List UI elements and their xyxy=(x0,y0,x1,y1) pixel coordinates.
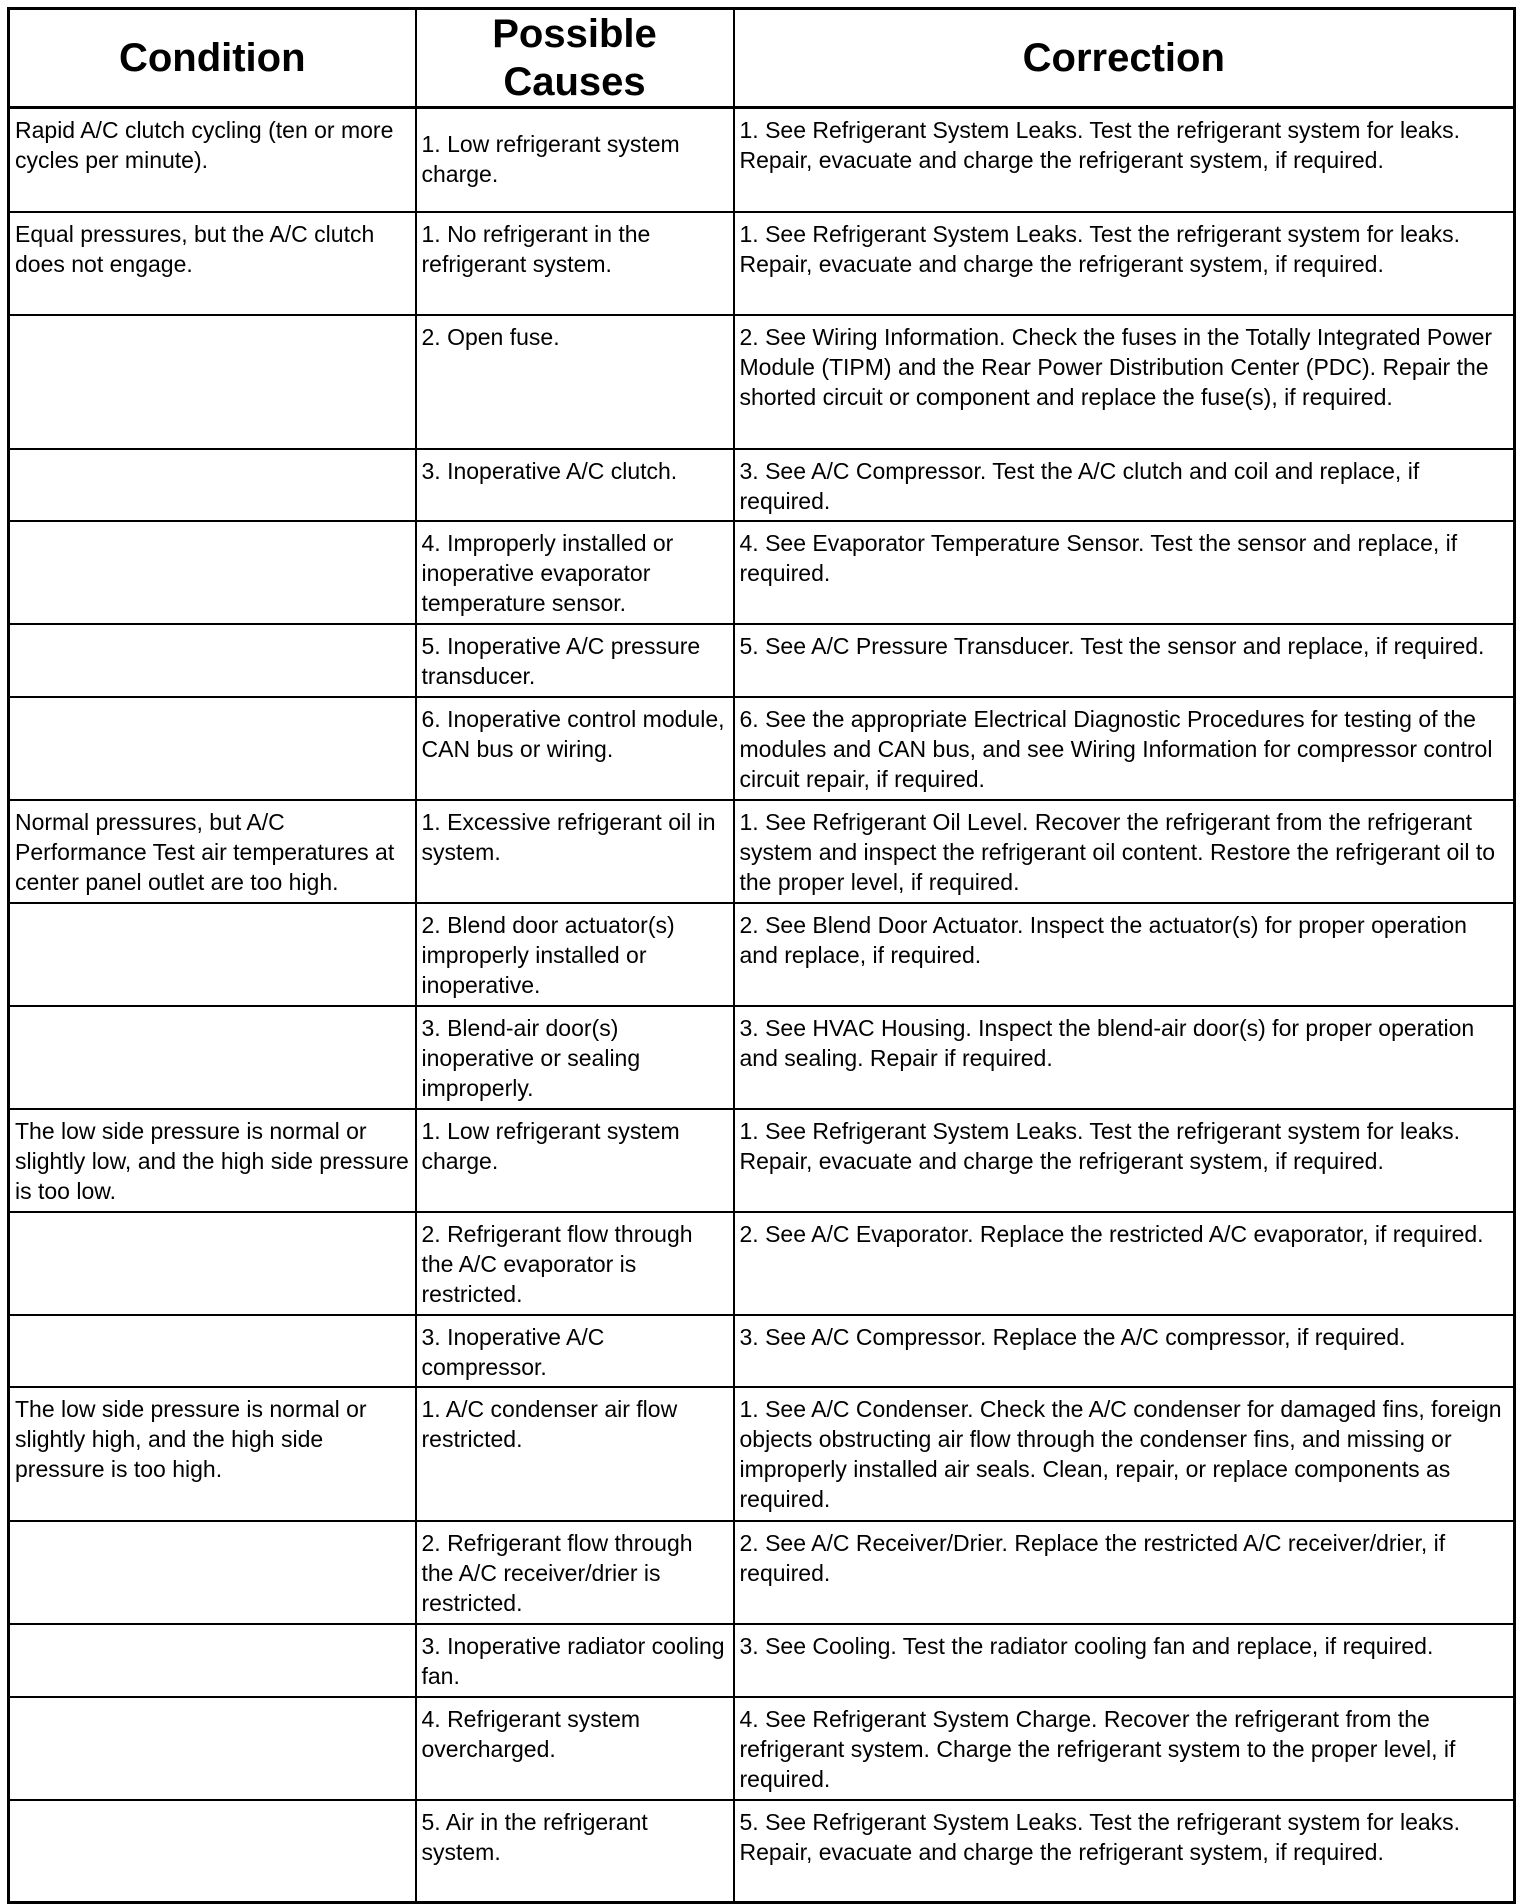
table-row xyxy=(9,1387,1515,1521)
condition-cell xyxy=(9,697,416,800)
condition-cell xyxy=(9,1315,416,1387)
cause-cell: 3. Inoperative A/C clutch. xyxy=(416,449,734,521)
condition-cell xyxy=(9,1697,416,1800)
cause-cell: 1. Excessive refrigerant oil in system. xyxy=(416,800,734,903)
correction-cell: 2. See Wiring Information. Check the fuses in the Totally Integrated Power Module (TIPM) and the Rear Power Distribution Center (PDC). Repair the shorted circuit or component and replace the fuse(s), if required. xyxy=(734,315,1515,449)
correction-cell: 1. See Refrigerant System Leaks. Test the refrigerant system for leaks. Repair, evacuate and charge the refrigerant system, if required. xyxy=(734,212,1515,315)
condition-cell: Normal pressures, but A/C Performance Test air temperatures at center panel outlet are too high. xyxy=(9,800,416,903)
correction-cell: 3. See A/C Compressor. Test the A/C clutch and coil and replace, if required. xyxy=(734,449,1515,521)
table-row xyxy=(9,108,1515,212)
correction-cell: 1. See A/C Condenser. Check the A/C condenser for damaged fins, foreign objects obstructing air flow through the condenser fins, and missing or improperly installed air seals. Clean, repair, or replace components as required. xyxy=(734,1387,1515,1521)
table-row xyxy=(9,521,1515,624)
cause-cell: 4. Refrigerant system overcharged. xyxy=(416,1697,734,1800)
condition-cell xyxy=(9,1212,416,1315)
header-possible-causes: Possible Causes xyxy=(416,9,734,108)
table-row xyxy=(9,624,1515,697)
correction-cell: 1. See Refrigerant System Leaks. Test the refrigerant system for leaks. Repair, evacuate and charge the refrigerant system, if required. xyxy=(734,1109,1515,1212)
table-row xyxy=(9,1315,1515,1387)
cause-cell: 1. Low refrigerant system charge. xyxy=(416,1109,734,1212)
table-row xyxy=(9,449,1515,521)
cause-cell: 2. Refrigerant flow through the A/C receiver/drier is restricted. xyxy=(416,1521,734,1624)
table-row xyxy=(9,1800,1515,1903)
header-condition: Condition xyxy=(9,9,416,108)
correction-cell: 2. See Blend Door Actuator. Inspect the actuator(s) for proper operation and replace, if required. xyxy=(734,903,1515,1006)
cause-cell: 2. Open fuse. xyxy=(416,315,734,449)
cause-cell: 2. Blend door actuator(s) improperly installed or inoperative. xyxy=(416,903,734,1006)
table-row xyxy=(9,1109,1515,1212)
correction-cell: 1. See Refrigerant System Leaks. Test the refrigerant system for leaks. Repair, evacuate and charge the refrigerant system, if required. xyxy=(734,108,1515,212)
table-row xyxy=(9,212,1515,315)
cause-cell: 1. No refrigerant in the refrigerant system. xyxy=(416,212,734,315)
condition-cell xyxy=(9,1624,416,1697)
cause-cell: 3. Blend-air door(s) inoperative or sealing improperly. xyxy=(416,1006,734,1109)
cause-cell: 1. Low refrigerant system charge. xyxy=(416,108,734,212)
condition-cell xyxy=(9,903,416,1006)
cause-cell: 3. Inoperative radiator cooling fan. xyxy=(416,1624,734,1697)
cause-cell: 5. Air in the refrigerant system. xyxy=(416,1800,734,1903)
correction-cell: 2. See A/C Receiver/Drier. Replace the restricted A/C receiver/drier, if required. xyxy=(734,1521,1515,1624)
cause-cell: 6. Inoperative control module, CAN bus or wiring. xyxy=(416,697,734,800)
condition-cell xyxy=(9,521,416,624)
condition-cell xyxy=(9,1006,416,1109)
correction-cell: 3. See A/C Compressor. Replace the A/C compressor, if required. xyxy=(734,1315,1515,1387)
correction-cell: 3. See HVAC Housing. Inspect the blend-air door(s) for proper operation and sealing. Repair if required. xyxy=(734,1006,1515,1109)
cause-cell: 1. A/C condenser air flow restricted. xyxy=(416,1387,734,1521)
correction-cell: 6. See the appropriate Electrical Diagnostic Procedures for testing of the modules and CAN bus, and see Wiring Information for compressor control circuit repair, if required. xyxy=(734,697,1515,800)
table-row xyxy=(9,1006,1515,1109)
cause-cell: 3. Inoperative A/C compressor. xyxy=(416,1315,734,1387)
correction-cell: 5. See Refrigerant System Leaks. Test the refrigerant system for leaks. Repair, evacuate and charge the refrigerant system, if required. xyxy=(734,1800,1515,1903)
correction-cell: 4. See Evaporator Temperature Sensor. Test the sensor and replace, if required. xyxy=(734,521,1515,624)
cause-cell: 4. Improperly installed or inoperative evaporator temperature sensor. xyxy=(416,521,734,624)
diagnosis-table xyxy=(7,7,1516,1904)
table-row xyxy=(9,1624,1515,1697)
condition-cell xyxy=(9,1521,416,1624)
table-row xyxy=(9,1212,1515,1315)
table-row xyxy=(9,315,1515,449)
condition-cell xyxy=(9,315,416,449)
header-correction: Correction xyxy=(734,9,1515,108)
table-row xyxy=(9,903,1515,1006)
header-row xyxy=(9,9,1515,108)
table-row xyxy=(9,800,1515,903)
condition-cell: The low side pressure is normal or slightly low, and the high side pressure is too low. xyxy=(9,1109,416,1212)
table-row xyxy=(9,1521,1515,1624)
condition-cell xyxy=(9,449,416,521)
correction-cell: 5. See A/C Pressure Transducer. Test the sensor and replace, if required. xyxy=(734,624,1515,697)
correction-cell: 4. See Refrigerant System Charge. Recover the refrigerant from the refrigerant system. Charge the refrigerant system to the proper level, if required. xyxy=(734,1697,1515,1800)
condition-cell: Equal pressures, but the A/C clutch does not engage. xyxy=(9,212,416,315)
cause-cell: 2. Refrigerant flow through the A/C evaporator is restricted. xyxy=(416,1212,734,1315)
condition-cell xyxy=(9,624,416,697)
condition-cell xyxy=(9,1800,416,1903)
condition-cell: Rapid A/C clutch cycling (ten or more cycles per minute). xyxy=(9,108,416,212)
correction-cell: 2. See A/C Evaporator. Replace the restricted A/C evaporator, if required. xyxy=(734,1212,1515,1315)
table-row xyxy=(9,1697,1515,1800)
cause-cell: 5. Inoperative A/C pressure transducer. xyxy=(416,624,734,697)
table-row xyxy=(9,697,1515,800)
correction-cell: 3. See Cooling. Test the radiator cooling fan and replace, if required. xyxy=(734,1624,1515,1697)
condition-cell: The low side pressure is normal or slightly high, and the high side pressure is too high. xyxy=(9,1387,416,1521)
correction-cell: 1. See Refrigerant Oil Level. Recover the refrigerant from the refrigerant system and inspect the refrigerant oil content. Restore the refrigerant oil to the proper level, if required. xyxy=(734,800,1515,903)
